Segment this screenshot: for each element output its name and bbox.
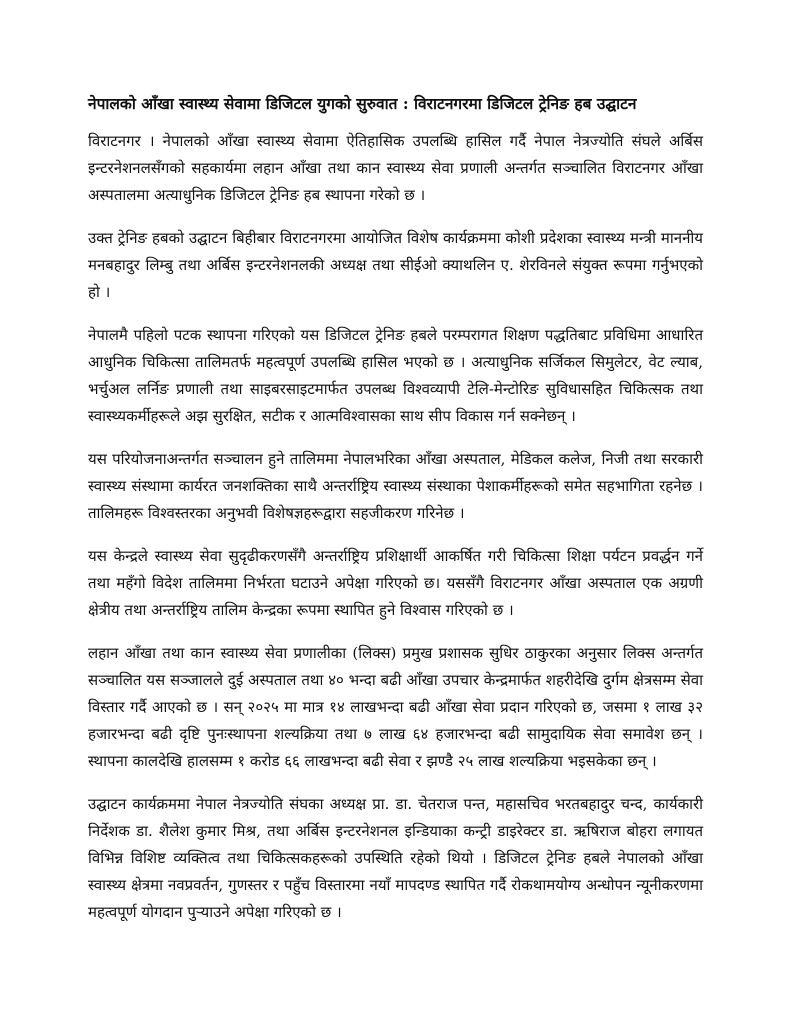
article-title: नेपालको आँखा स्वास्थ्य सेवामा डिजिटल युगको सुरुवात : विराटनगरमा डिजिटल ट्रेनिङ हब उद्घाटन	[88, 94, 637, 113]
paragraph-4: यस परियोजनाअन्तर्गत सञ्चालन हुने तालिममा नेपालभरिका आँखा अस्पताल, मेडिकल कलेज, निजी तथा सरकारी स्वास्थ्य संस्थामा कार्यरत जनशक्तिका साथै अन्तर्राष्ट्रिय स्वास्थ्य संस्थाका पेशाकर्मीहरूको समेत सहभागिता रहनेछ । तालिमहरू विश्वस्तरका अनुभवी विशेषज्ञहरूद्वारा सहजीकरण गरिनेछ ।	[88, 450, 703, 522]
paragraph-6: लहान आँखा तथा कान स्वास्थ्य सेवा प्रणालीका (लिक्स) प्रमुख प्रशासक सुधिर ठाकुरका अनुसार लिक्स अन्तर्गत सञ्चालित यस सञ्जालले दुई अस्पताल तथा ४० भन्दा बढी आँखा उपचार केन्द्रमार्फत शहरीदेखि दुर्गम क्षेत्रसम्म सेवा विस्तार गर्दै आएको छ । सन् २०२५ मा मात्र १४ लाखभन्दा बढी आँखा सेवा प्रदान गरिएको छ, जसमा १ लाख ३२ हजारभन्दा बढी दृष्टि पुनःस्थापना शल्यक्रिया तथा ७ लाख ६४ हजारभन्दा बढी सामुदायिक सेवा समावेश छन् । स्थापना कालदेखि हालसम्म १ करोड ६६ लाखभन्दा बढी सेवा र झण्डै २५ लाख शल्यक्रिया भइसकेका छन् ।	[88, 644, 703, 770]
paragraph-2: उक्त ट्रेनिङ हबको उद्घाटन बिहीबार विराटनगरमा आयोजित विशेष कार्यक्रममा कोशी प्रदेशका स्वास्थ्य मन्त्री माननीय मनबहादुर लिम्बु तथा अर्बिस इन्टरनेशनलकी अध्यक्ष तथा सीईओ क्याथलिन ए. शेरविनले संयुक्त रूपमा गर्नुभएको हो ।	[88, 229, 703, 301]
paragraph-7: उद्घाटन कार्यक्रममा नेपाल नेत्रज्योति संघका अध्यक्ष प्रा. डा. चेतराज पन्त, महासचिव भरतबहादुर चन्द, कार्यकारी निर्देशक डा. शैलेश कुमार मिश्र, तथा अर्बिस इन्टरनेशनल इन्डियाका कन्ट्री डाइरेक्टर डा. ऋषिराज बोहरा लगायत विभिन्न विशिष्ट व्यक्तित्व तथा चिकित्सकहरूको उपस्थिति रहेको थियो । डिजिटल ट्रेनिङ हबले नेपालको आँखा स्वास्थ्य क्षेत्रमा नवप्रवर्तन, गुणस्तर र पहुँच विस्तारमा नयाँ मापदण्ड स्थापित गर्दै रोकथामयोग्य अन्धोपन न्यूनीकरणमा महत्वपूर्ण योगदान पुऱ्याउने अपेक्षा गरिएको छ ।	[88, 795, 703, 921]
paragraph-1: विराटनगर । नेपालको आँखा स्वास्थ्य सेवामा ऐतिहासिक उपलब्धि हासिल गर्दै नेपाल नेत्रज्योति संघले अर्बिस इन्टरनेशनलसँगको सहकार्यमा लहान आँखा तथा कान स्वास्थ्य सेवा प्रणाली अन्तर्गत सञ्चालित विराटनगर आँखा अस्पतालमा अत्याधुनिक डिजिटल ट्रेनिङ हब स्थापना गरेको छ ।	[88, 132, 703, 204]
paragraph-5: यस केन्द्रले स्वास्थ्य सेवा सुदृढीकरणसँगै अन्तर्राष्ट्रिय प्रशिक्षार्थी आकर्षित गरी चिकित्सा शिक्षा पर्यटन प्रवर्द्धन गर्ने तथा महँगो विदेश तालिममा निर्भरता घटाउने अपेक्षा गरिएको छ। यससँगै विराटनगर आँखा अस्पताल एक अग्रणी क्षेत्रीय तथा अन्तर्राष्ट्रिय तालिम केन्द्रका रूपमा स्थापित हुने विश्वास गरिएको छ ।	[88, 547, 703, 619]
paragraph-3: नेपालमै पहिलो पटक स्थापना गरिएको यस डिजिटल ट्रेनिङ हबले परम्परागत शिक्षण पद्धतिबाट प्रविधिमा आधारित आधुनिक चिकित्सा तालिमतर्फ महत्वपूर्ण उपलब्धि हासिल भएको छ । अत्याधुनिक सर्जिकल सिमुलेटर, वेट ल्याब, भर्चुअल लर्निङ प्रणाली तथा साइबरसाइटमार्फत उपलब्ध विश्वव्यापी टेलि-मेन्टोरिङ सुविधासहित चिकित्सक तथा स्वास्थ्यकर्मीहरूले अझ सुरक्षित, सटीक र आत्मविश्वासका साथ सीप विकास गर्न सक्नेछन् ।	[88, 326, 703, 425]
